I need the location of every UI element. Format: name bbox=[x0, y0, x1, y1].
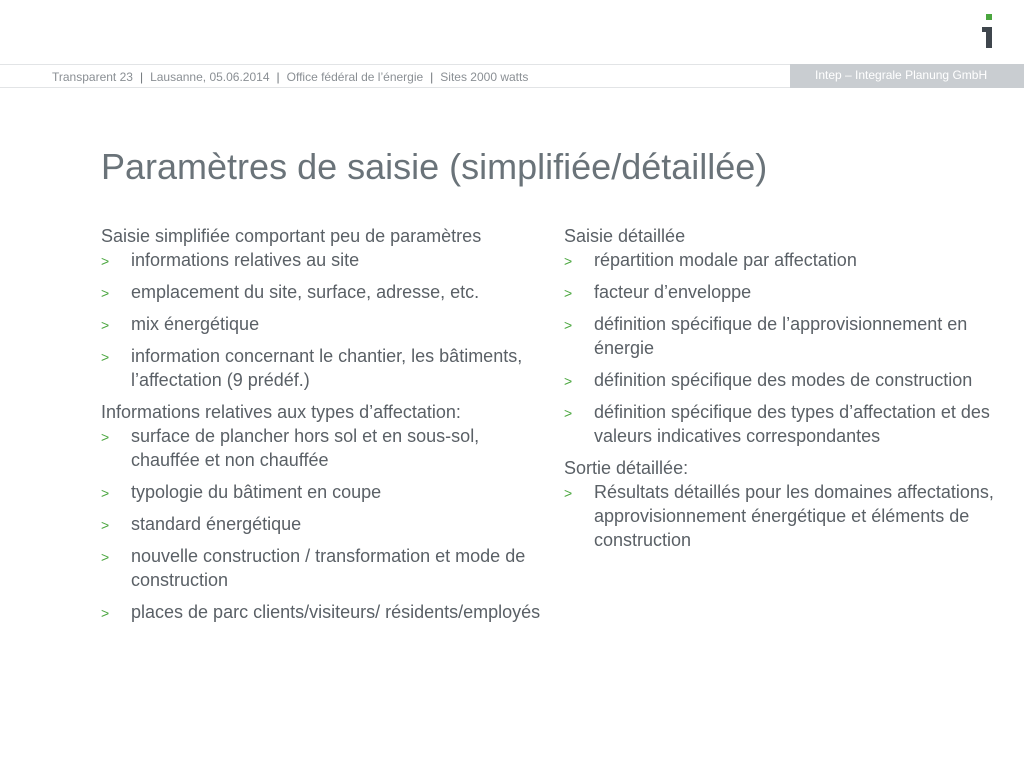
bullet-chevron-icon: > bbox=[101, 605, 110, 621]
list-item-text: surface de plancher hors sol et en sous-sol, chauffée et non chauffée bbox=[131, 426, 480, 470]
left-list-2 bbox=[101, 424, 541, 624]
office-name: Office fédéral de l’énergie bbox=[286, 70, 424, 84]
list-item bbox=[564, 368, 994, 392]
list-item bbox=[564, 280, 994, 304]
bullet-chevron-icon: > bbox=[564, 485, 573, 501]
list-item-text: emplacement du site, surface, adresse, etc. bbox=[131, 282, 480, 302]
bullet-chevron-icon: > bbox=[101, 517, 110, 533]
list-item-text: facteur d’enveloppe bbox=[594, 282, 752, 302]
bullet-chevron-icon: > bbox=[564, 373, 573, 389]
right-list-1 bbox=[564, 248, 994, 448]
list-item bbox=[564, 248, 994, 272]
bullet-chevron-icon: > bbox=[564, 405, 573, 421]
list-item-text: définition spécifique de l’approvisionnement en énergie bbox=[594, 314, 968, 358]
bullet-chevron-icon: > bbox=[101, 485, 110, 501]
bullet-chevron-icon: > bbox=[101, 349, 110, 365]
right-heading-2: Sortie détaillée: bbox=[564, 458, 689, 478]
separator: | bbox=[276, 70, 280, 84]
list-item-text: Résultats détaillés pour les domaines affectations, approvisionnement énergétique et éléments de construction bbox=[594, 482, 994, 550]
project-name: Sites 2000 watts bbox=[440, 70, 529, 84]
right-heading-1: Saisie détaillée bbox=[564, 226, 686, 246]
page-title: Paramètres de saisie (simplifiée/détaillée) bbox=[101, 146, 768, 187]
list-item bbox=[101, 424, 541, 472]
list-item-text: information concernant le chantier, les bâtiments, l’affectation (9 prédéf.) bbox=[131, 346, 523, 390]
bullet-chevron-icon: > bbox=[564, 317, 573, 333]
right-list-2 bbox=[564, 480, 994, 552]
location-date: Lausanne, 05.06.2014 bbox=[150, 70, 270, 84]
company-name: Intep – Integrale Planung GmbH bbox=[790, 64, 1024, 88]
left-heading-1: Saisie simplifiée comportant peu de paramètres bbox=[101, 226, 482, 246]
list-item bbox=[101, 480, 541, 504]
list-item bbox=[564, 480, 994, 552]
list-item bbox=[564, 400, 994, 448]
intep-logo bbox=[982, 14, 996, 48]
list-item bbox=[564, 312, 994, 360]
list-item-text: standard énergétique bbox=[131, 514, 302, 534]
bullet-chevron-icon: > bbox=[101, 317, 110, 333]
list-item-text: mix énergétique bbox=[131, 314, 260, 334]
bullet-chevron-icon: > bbox=[101, 285, 110, 301]
slide-number: Transparent 23 bbox=[52, 70, 133, 84]
logo-stem bbox=[986, 27, 992, 48]
list-item-text: nouvelle construction / transformation et mode de construction bbox=[131, 546, 526, 590]
breadcrumb bbox=[52, 70, 528, 84]
left-column bbox=[101, 224, 541, 632]
left-list-1 bbox=[101, 248, 541, 392]
list-item bbox=[101, 280, 541, 304]
list-item-text: places de parc clients/visiteurs/ résidents/employés bbox=[131, 602, 541, 622]
header-bar bbox=[0, 64, 1024, 88]
list-item bbox=[101, 544, 541, 592]
bullet-chevron-icon: > bbox=[101, 253, 110, 269]
bullet-chevron-icon: > bbox=[564, 285, 573, 301]
list-item bbox=[101, 344, 541, 392]
bullet-chevron-icon: > bbox=[564, 253, 573, 269]
separator: | bbox=[139, 70, 144, 84]
right-column bbox=[564, 224, 994, 560]
list-item-text: définition spécifique des modes de construction bbox=[594, 370, 973, 390]
list-item bbox=[101, 248, 541, 272]
list-item bbox=[101, 312, 541, 336]
logo-dot bbox=[986, 14, 992, 20]
left-heading-2: Informations relatives aux types d’affectation: bbox=[101, 402, 461, 422]
list-item bbox=[101, 512, 541, 536]
list-item bbox=[101, 600, 541, 624]
list-item-text: informations relatives au site bbox=[131, 250, 360, 270]
list-item-text: répartition modale par affectation bbox=[594, 250, 857, 270]
bullet-chevron-icon: > bbox=[101, 549, 110, 565]
list-item-text: définition spécifique des types d’affectation et des valeurs indicatives correspondantes bbox=[594, 402, 990, 446]
list-item-text: typologie du bâtiment en coupe bbox=[131, 482, 382, 502]
bullet-chevron-icon: > bbox=[101, 429, 110, 445]
separator: | bbox=[430, 70, 434, 84]
